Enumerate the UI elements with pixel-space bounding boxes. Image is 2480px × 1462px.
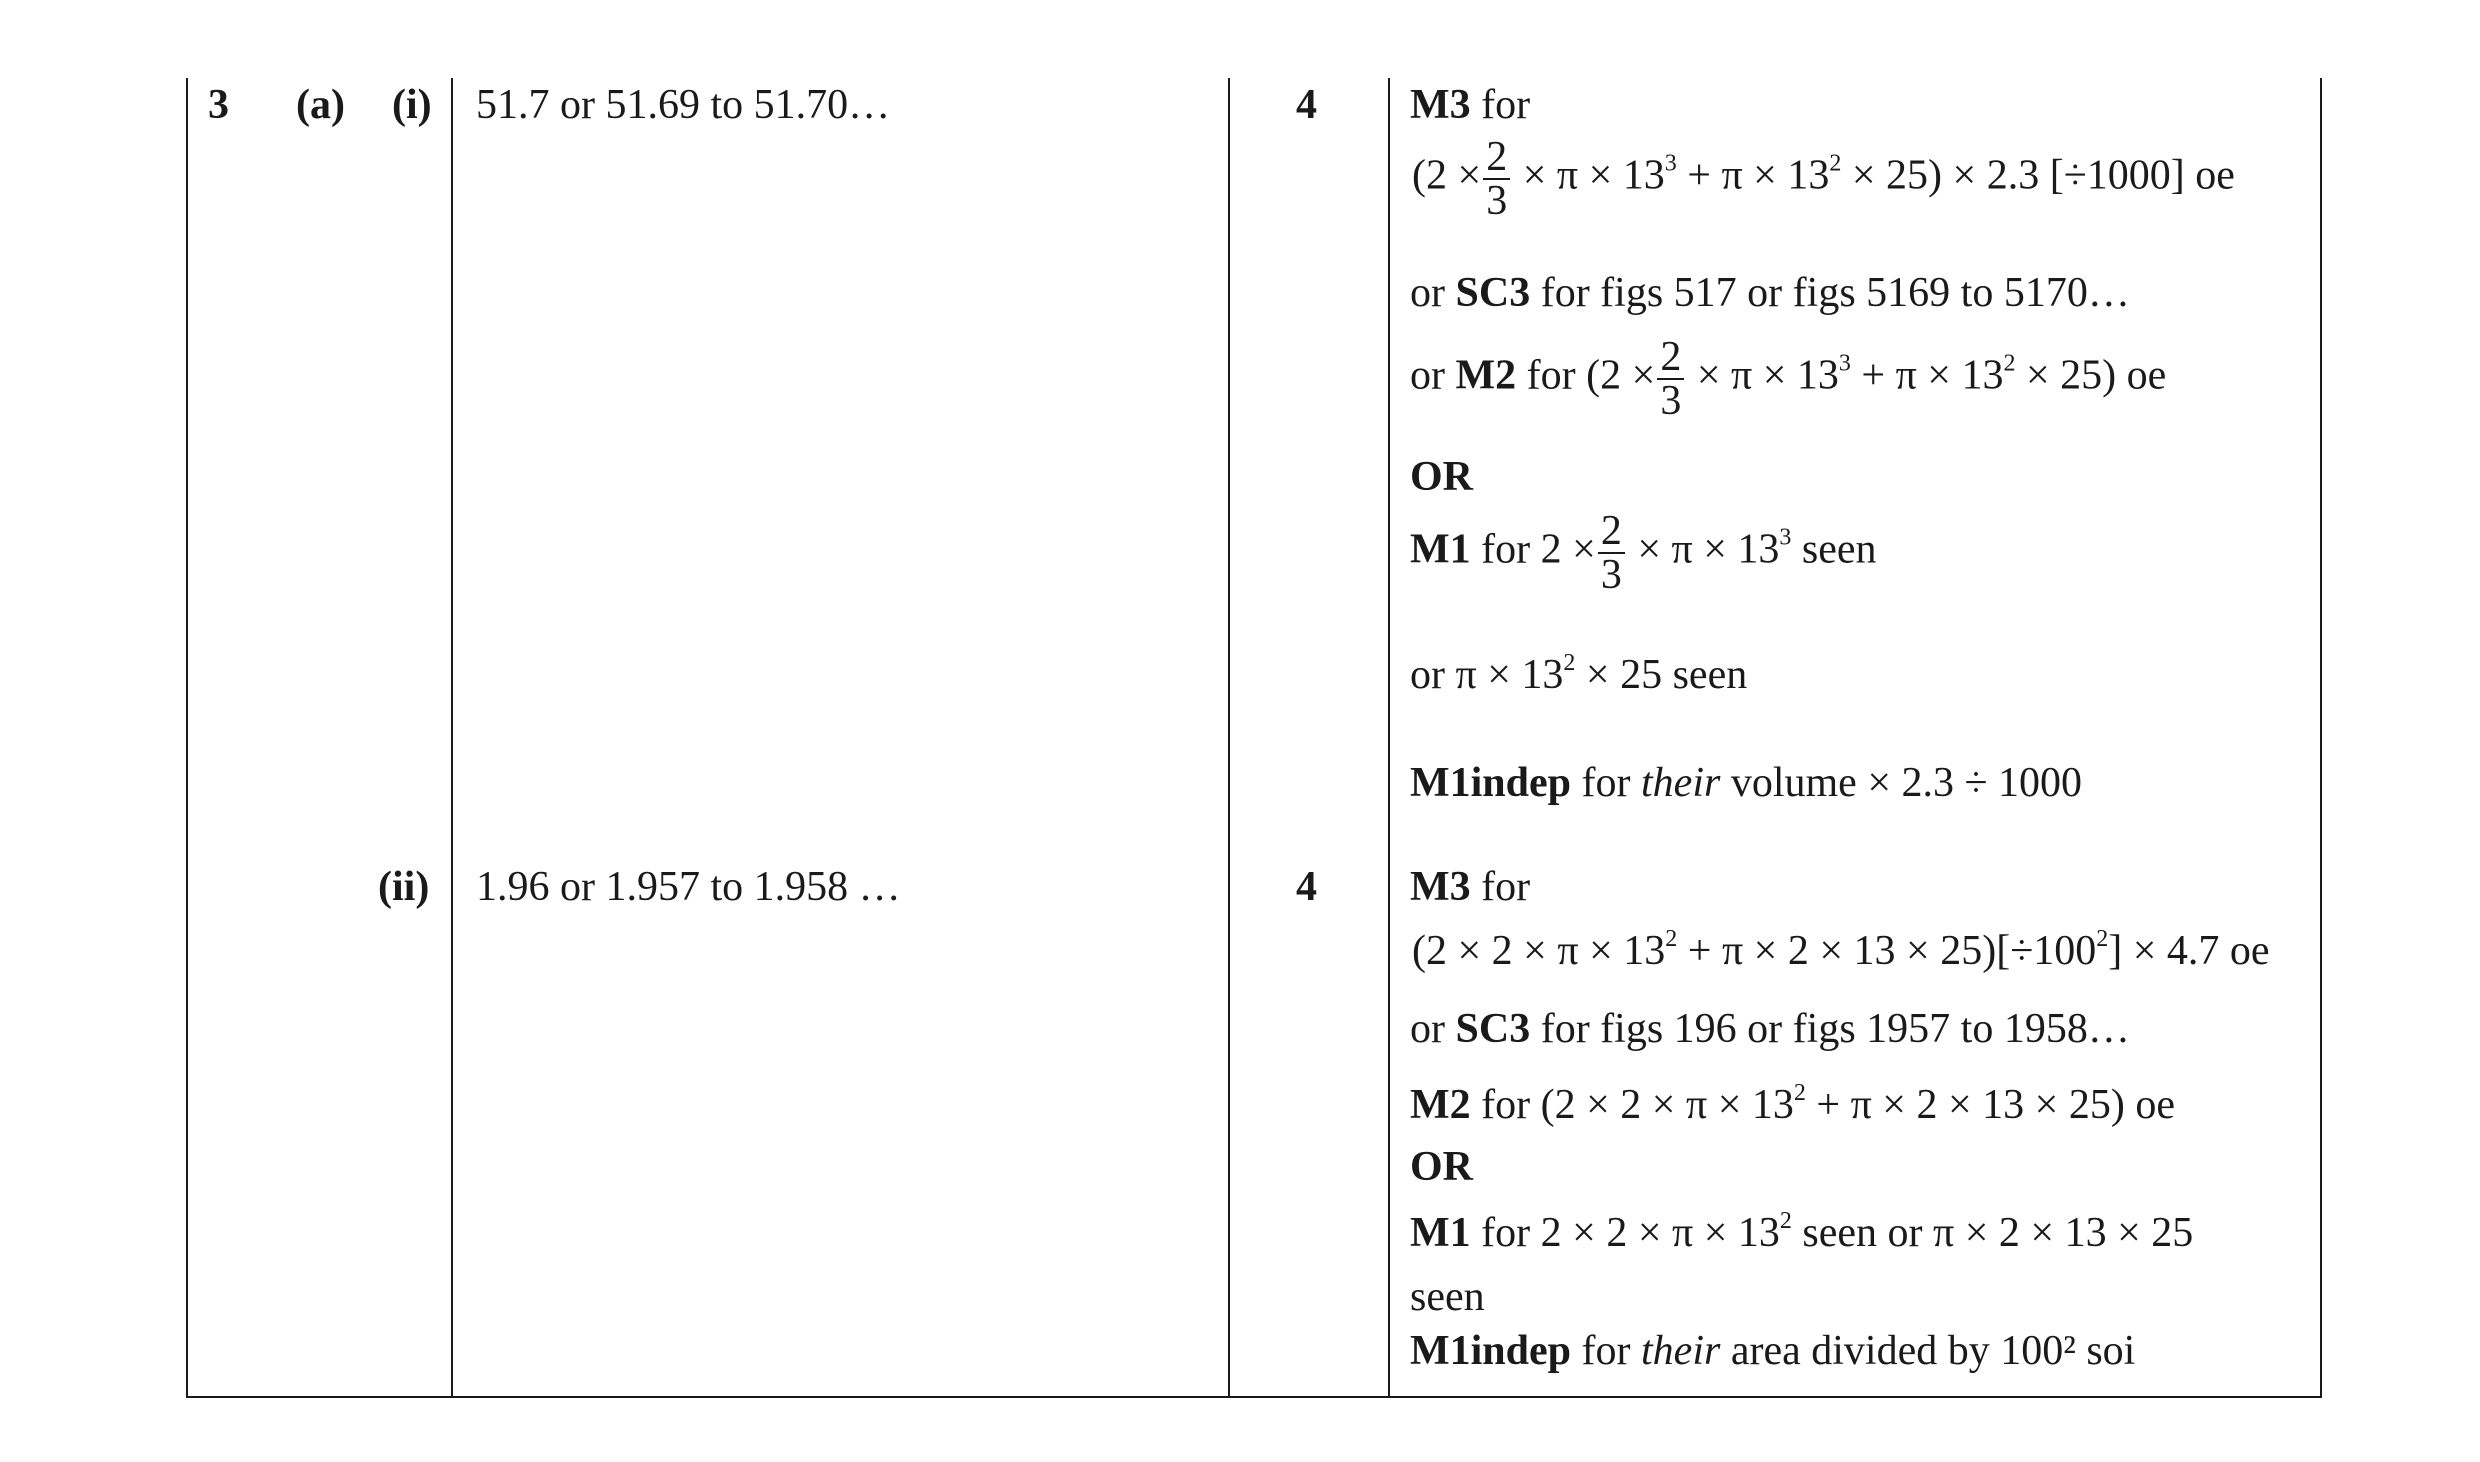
mark-code: M3 [1410, 82, 1471, 128]
exponent: 3 [1838, 350, 1851, 377]
guidance-text: or [1410, 270, 1456, 316]
exponent: 2 [1829, 150, 1842, 177]
guidance-i-line-1 [1410, 84, 1530, 126]
guidance-i-line-4 [1410, 336, 2166, 422]
mark-i: 4 [1296, 82, 1317, 128]
guidance-text: seen or π × 2 × 13 × 25 [1791, 1210, 2194, 1256]
subpart-label-i: (i) [392, 82, 432, 128]
fraction [1483, 136, 1510, 222]
table-border-bottom [186, 1396, 2322, 1398]
expr-part: × π × 13 [1512, 152, 1665, 199]
table-border-right [2320, 78, 2322, 1398]
guidance-text: for [1571, 1328, 1642, 1374]
fraction-numerator: 2 [1486, 134, 1508, 180]
mark-code: SC3 [1455, 270, 1531, 316]
fraction-numerator: 2 [1600, 508, 1622, 554]
subpart-label-ii: (ii) [378, 864, 430, 910]
fraction [1598, 510, 1625, 596]
expr-part: 2 × [1540, 526, 1596, 573]
exponent: 3 [1779, 524, 1792, 551]
part-label: (a) [296, 82, 345, 128]
guidance-emphasis: their [1641, 760, 1721, 806]
guidance-ii-line-8 [1410, 1330, 2135, 1372]
mark-code: M1indep [1410, 760, 1572, 806]
guidance-ii-or: OR [1410, 1144, 1473, 1190]
guidance-ii-line-3 [1410, 1008, 2130, 1050]
guidance-text: or [1410, 1006, 1456, 1052]
guidance-ii-line-6 [1410, 1208, 2194, 1256]
guidance-i-line-8 [1410, 762, 2082, 804]
guidance-text: for [1470, 526, 1541, 573]
mark-code: M2 [1455, 352, 1517, 399]
expr-part: seen [1791, 526, 1877, 573]
fraction-denominator: 3 [1657, 378, 1684, 422]
mark-code: M1indep [1410, 1328, 1572, 1374]
fraction-denominator: 3 [1483, 178, 1510, 222]
guidance-text: for 2 × 2 × π × 13 [1470, 1210, 1780, 1256]
exponent: 2 [1665, 926, 1678, 952]
answer-i: 51.7 or 51.69 to 51.70… [476, 82, 891, 128]
fraction-numerator: 2 [1660, 334, 1682, 380]
guidance-i-line-6 [1410, 510, 1877, 596]
expr-part: or π × 13 [1410, 652, 1564, 698]
expr-part: × π × 13 [1686, 352, 1839, 399]
expr-part: ] × 4.7 oe [2108, 928, 2270, 974]
guidance-i-line-3 [1410, 272, 2130, 314]
guidance-i-or: OR [1410, 454, 1473, 500]
exponent: 2 [2096, 926, 2109, 952]
guidance-ii-line-1 [1410, 866, 1530, 908]
exponent: 3 [1664, 150, 1677, 177]
table-divider-answer [451, 78, 453, 1398]
expr-part: × 25 seen [1575, 652, 1748, 698]
guidance-text: for [1571, 760, 1642, 806]
expr-part: (2 × [1412, 152, 1482, 199]
guidance-text: or [1410, 352, 1456, 399]
expr-part: (2 × 2 × π × 13 [1412, 928, 1666, 974]
expr-part: + π × 2 × 13 × 25)[÷100 [1677, 928, 2097, 974]
exponent: 2 [1793, 1080, 1806, 1106]
guidance-i-line-2 [1412, 136, 2235, 222]
table-divider-marks [1228, 78, 1230, 1398]
guidance-text: for [1470, 864, 1531, 910]
expr-part: + π × 13 [1676, 152, 1830, 199]
guidance-i-line-7 [1410, 650, 1748, 698]
guidance-ii-line-2 [1412, 926, 2270, 974]
guidance-text: for figs 517 or figs 5169 to 5170… [1530, 270, 2130, 316]
guidance-text: for [1516, 352, 1587, 399]
guidance-text: + π × 2 × 13 × 25) oe [1805, 1082, 2175, 1128]
mark-ii: 4 [1296, 864, 1317, 910]
table-divider-guidance [1388, 78, 1390, 1398]
exponent: 2 [1779, 1208, 1792, 1234]
expr-part: × 25) oe [2015, 352, 2167, 399]
expr-part: × 25) × 2.3 [÷1000] oe [1841, 152, 2235, 199]
exponent: 2 [2003, 350, 2016, 377]
mark-code: M2 [1410, 1082, 1471, 1128]
guidance-text: for figs 196 or figs 1957 to 1958… [1530, 1006, 2130, 1052]
expr-part: + π × 13 [1850, 352, 2004, 399]
expr-part: × π × 13 [1626, 526, 1780, 573]
guidance-text: for [1470, 82, 1531, 128]
guidance-text: for (2 × 2 × π × 13 [1470, 1082, 1794, 1128]
fraction [1657, 336, 1684, 422]
mark-code: SC3 [1455, 1006, 1531, 1052]
mark-code: M3 [1410, 864, 1471, 910]
fraction-denominator: 3 [1598, 552, 1625, 596]
table-border-left [186, 78, 188, 1398]
guidance-ii-line-7: seen [1410, 1274, 1485, 1320]
expr-part: (2 × [1586, 352, 1656, 399]
guidance-ii-line-4 [1410, 1080, 2175, 1128]
mark-code: M1 [1410, 526, 1471, 573]
guidance-emphasis: their [1641, 1328, 1721, 1374]
question-number: 3 [208, 82, 229, 128]
exponent: 2 [1563, 650, 1576, 676]
guidance-text: volume × 2.3 ÷ 1000 [1720, 760, 2083, 806]
guidance-text: area divided by 100² soi [1720, 1328, 2136, 1374]
mark-code: M1 [1410, 1210, 1471, 1256]
answer-ii: 1.96 or 1.957 to 1.958 … [476, 864, 901, 910]
